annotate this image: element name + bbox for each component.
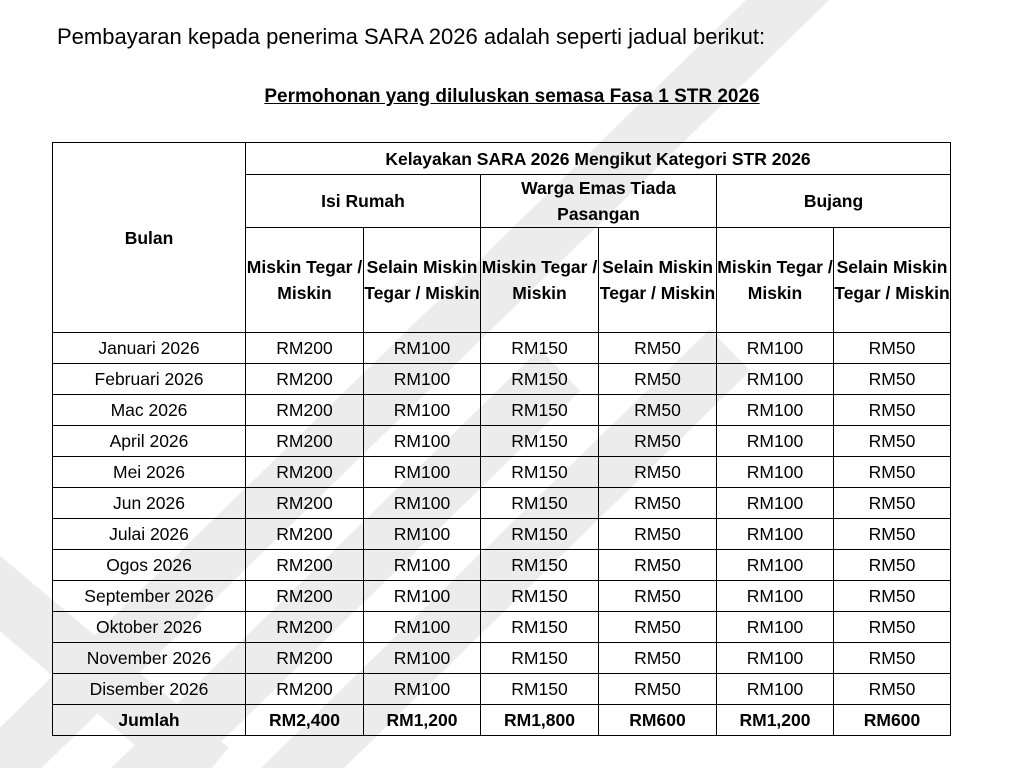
amount-cell: RM100 bbox=[717, 364, 834, 395]
amount-cell: RM50 bbox=[834, 519, 951, 550]
month-cell: Disember 2026 bbox=[53, 674, 246, 705]
amount-cell: RM50 bbox=[834, 581, 951, 612]
total-amount-cell: RM2,400 bbox=[246, 705, 364, 736]
amount-cell: RM100 bbox=[364, 426, 481, 457]
amount-cell: RM150 bbox=[481, 426, 599, 457]
amount-cell: RM150 bbox=[481, 488, 599, 519]
amount-cell: RM50 bbox=[834, 488, 951, 519]
table-row bbox=[53, 612, 951, 643]
amount-cell: RM200 bbox=[246, 550, 364, 581]
amount-cell: RM200 bbox=[246, 457, 364, 488]
table-row bbox=[53, 581, 951, 612]
amount-cell: RM200 bbox=[246, 674, 364, 705]
sub-category-header: Selain Miskin Tegar / Miskin bbox=[599, 228, 717, 333]
month-cell: September 2026 bbox=[53, 581, 246, 612]
amount-cell: RM50 bbox=[599, 643, 717, 674]
table-row bbox=[53, 674, 951, 705]
amount-cell: RM100 bbox=[717, 581, 834, 612]
category-header: Bujang bbox=[717, 175, 951, 228]
amount-cell: RM200 bbox=[246, 581, 364, 612]
amount-cell: RM50 bbox=[834, 643, 951, 674]
amount-cell: RM50 bbox=[599, 488, 717, 519]
table-row bbox=[53, 550, 951, 581]
amount-cell: RM100 bbox=[717, 550, 834, 581]
amount-cell: RM150 bbox=[481, 395, 599, 426]
table-row bbox=[53, 643, 951, 674]
amount-cell: RM50 bbox=[834, 395, 951, 426]
amount-cell: RM100 bbox=[717, 488, 834, 519]
table-row bbox=[53, 457, 951, 488]
category-header: Warga Emas Tiada Pasangan bbox=[481, 175, 717, 228]
category-header: Isi Rumah bbox=[246, 175, 481, 228]
eligibility-group-header: Kelayakan SARA 2026 Mengikut Kategori STR 2026 bbox=[246, 143, 951, 175]
amount-cell: RM50 bbox=[599, 395, 717, 426]
amount-cell: RM100 bbox=[364, 612, 481, 643]
table-row bbox=[53, 488, 951, 519]
amount-cell: RM100 bbox=[364, 519, 481, 550]
amount-cell: RM50 bbox=[599, 612, 717, 643]
month-cell: Oktober 2026 bbox=[53, 612, 246, 643]
sub-category-header: Miskin Tegar / Miskin bbox=[717, 228, 834, 333]
month-cell: Februari 2026 bbox=[53, 364, 246, 395]
total-amount-cell: RM1,200 bbox=[717, 705, 834, 736]
amount-cell: RM100 bbox=[364, 395, 481, 426]
amount-cell: RM50 bbox=[599, 674, 717, 705]
amount-cell: RM100 bbox=[364, 674, 481, 705]
amount-cell: RM150 bbox=[481, 550, 599, 581]
amount-cell: RM100 bbox=[364, 643, 481, 674]
amount-cell: RM200 bbox=[246, 395, 364, 426]
month-column-header: Bulan bbox=[53, 143, 246, 333]
table-subtitle: Permohonan yang diluluskan semasa Fasa 1 STR 2026 bbox=[264, 86, 760, 107]
month-cell: Julai 2026 bbox=[53, 519, 246, 550]
amount-cell: RM150 bbox=[481, 457, 599, 488]
amount-cell: RM50 bbox=[834, 426, 951, 457]
amount-cell: RM200 bbox=[246, 364, 364, 395]
amount-cell: RM200 bbox=[246, 426, 364, 457]
month-cell: Ogos 2026 bbox=[53, 550, 246, 581]
amount-cell: RM100 bbox=[717, 674, 834, 705]
month-cell: Januari 2026 bbox=[53, 333, 246, 364]
amount-cell: RM50 bbox=[599, 457, 717, 488]
amount-cell: RM50 bbox=[834, 333, 951, 364]
amount-cell: RM150 bbox=[481, 612, 599, 643]
table-row bbox=[53, 364, 951, 395]
amount-cell: RM50 bbox=[834, 364, 951, 395]
amount-cell: RM200 bbox=[246, 488, 364, 519]
amount-cell: RM100 bbox=[717, 457, 834, 488]
amount-cell: RM100 bbox=[717, 395, 834, 426]
sub-category-header: Miskin Tegar / Miskin bbox=[246, 228, 364, 333]
amount-cell: RM100 bbox=[364, 550, 481, 581]
amount-cell: RM100 bbox=[364, 457, 481, 488]
amount-cell: RM100 bbox=[364, 581, 481, 612]
amount-cell: RM100 bbox=[364, 333, 481, 364]
table-row bbox=[53, 426, 951, 457]
month-cell: Jun 2026 bbox=[53, 488, 246, 519]
amount-cell: RM150 bbox=[481, 519, 599, 550]
total-label: Jumlah bbox=[53, 705, 246, 736]
total-amount-cell: RM1,200 bbox=[364, 705, 481, 736]
amount-cell: RM100 bbox=[364, 488, 481, 519]
sara-payment-table bbox=[52, 142, 951, 736]
sub-category-header: Miskin Tegar / Miskin bbox=[481, 228, 599, 333]
sub-category-header: Selain Miskin Tegar / Miskin bbox=[364, 228, 481, 333]
amount-cell: RM100 bbox=[717, 333, 834, 364]
total-row bbox=[53, 705, 951, 736]
amount-cell: RM150 bbox=[481, 364, 599, 395]
table-row bbox=[53, 333, 951, 364]
total-amount-cell: RM1,800 bbox=[481, 705, 599, 736]
sub-category-header: Selain Miskin Tegar / Miskin bbox=[834, 228, 951, 333]
amount-cell: RM100 bbox=[717, 643, 834, 674]
amount-cell: RM100 bbox=[717, 519, 834, 550]
amount-cell: RM50 bbox=[834, 612, 951, 643]
amount-cell: RM50 bbox=[834, 457, 951, 488]
total-amount-cell: RM600 bbox=[834, 705, 951, 736]
amount-cell: RM50 bbox=[599, 550, 717, 581]
total-amount-cell: RM600 bbox=[599, 705, 717, 736]
table-row bbox=[53, 519, 951, 550]
intro-text: Pembayaran kepada penerima SARA 2026 adalah seperti jadual berikut: bbox=[57, 24, 766, 49]
table-row bbox=[53, 395, 951, 426]
month-cell: Mac 2026 bbox=[53, 395, 246, 426]
amount-cell: RM200 bbox=[246, 643, 364, 674]
amount-cell: RM50 bbox=[599, 333, 717, 364]
amount-cell: RM100 bbox=[364, 364, 481, 395]
month-cell: November 2026 bbox=[53, 643, 246, 674]
amount-cell: RM100 bbox=[717, 426, 834, 457]
amount-cell: RM150 bbox=[481, 581, 599, 612]
amount-cell: RM200 bbox=[246, 519, 364, 550]
amount-cell: RM50 bbox=[834, 550, 951, 581]
amount-cell: RM50 bbox=[599, 519, 717, 550]
amount-cell: RM150 bbox=[481, 643, 599, 674]
amount-cell: RM100 bbox=[717, 612, 834, 643]
table-body bbox=[53, 333, 951, 736]
month-cell: Mei 2026 bbox=[53, 457, 246, 488]
amount-cell: RM200 bbox=[246, 612, 364, 643]
amount-cell: RM50 bbox=[834, 674, 951, 705]
amount-cell: RM150 bbox=[481, 333, 599, 364]
amount-cell: RM150 bbox=[481, 674, 599, 705]
amount-cell: RM50 bbox=[599, 581, 717, 612]
amount-cell: RM50 bbox=[599, 364, 717, 395]
amount-cell: RM200 bbox=[246, 333, 364, 364]
month-cell: April 2026 bbox=[53, 426, 246, 457]
amount-cell: RM50 bbox=[599, 426, 717, 457]
